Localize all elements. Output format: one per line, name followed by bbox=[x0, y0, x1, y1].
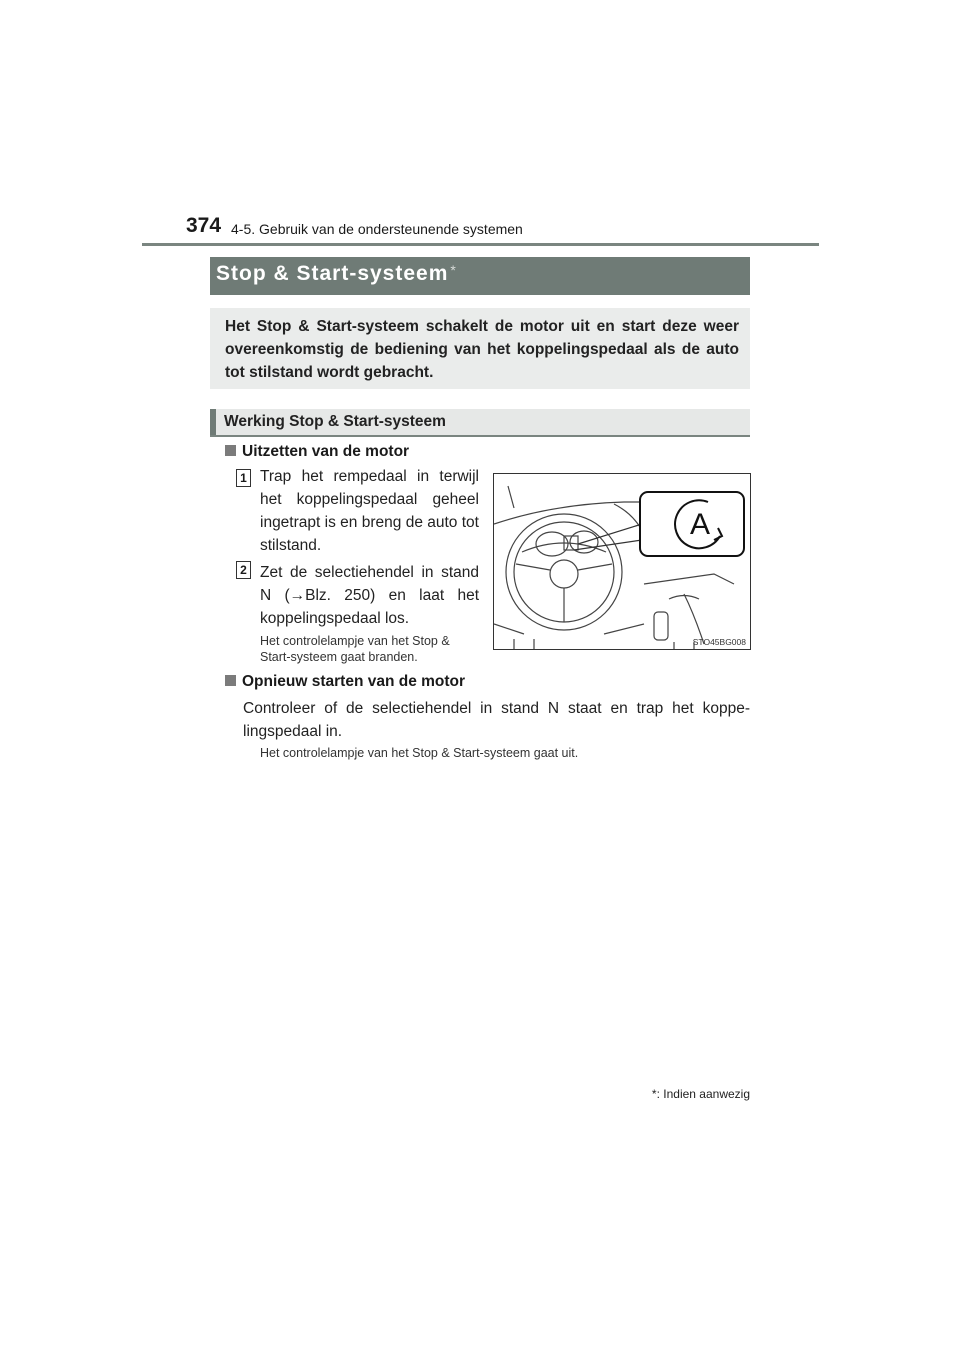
section-heading-restart bbox=[225, 673, 465, 691]
page-number: 374 bbox=[186, 214, 222, 237]
footnote bbox=[630, 1087, 750, 1101]
title-bar bbox=[210, 257, 750, 295]
intro-text: Het Stop & Start-systeem schakelt de motor uit en start deze weer overeenkomstig de bediening van het koppelingspedaal als de auto tot stilstand wordt gebracht. bbox=[225, 318, 739, 381]
footnote-text: : Indien aanwezig bbox=[656, 1087, 750, 1101]
subheading-text: Werking Stop & Start-systeem bbox=[224, 413, 446, 430]
step-2-text: Zet de selectiehendel in stand N (→Blz. 250) en laat het koppelingspedaal los. bbox=[260, 564, 479, 627]
step-note-stop: Het controlelampje van het Stop & Start-systeem gaat branden. bbox=[260, 634, 450, 664]
restart-note: Het controlelampje van het Stop & Start-systeem gaat uit. bbox=[260, 746, 579, 760]
restart-text: Controleer of de selectiehendel in stand N staat en trap het koppe-lingspedaal in. bbox=[243, 700, 750, 740]
auto-stop-start-letter: A bbox=[689, 508, 711, 541]
section-heading-stop-text: Uitzetten van de motor bbox=[242, 443, 410, 460]
title-star: * bbox=[450, 262, 457, 278]
page-title-text: Stop & Start-systeem bbox=[216, 262, 449, 285]
subheading-accent-bar bbox=[210, 409, 216, 435]
subheading bbox=[210, 409, 750, 437]
section-header: 4-5. Gebruik van de ondersteunende systemen bbox=[231, 221, 523, 237]
square-bullet-icon bbox=[225, 675, 236, 686]
intro-box bbox=[210, 308, 750, 389]
step-number-2: 2 bbox=[236, 561, 251, 579]
step-number-1: 1 bbox=[236, 469, 251, 487]
dashboard-illustration bbox=[493, 473, 751, 650]
section-heading-stop bbox=[225, 443, 409, 461]
footnote-star: * bbox=[651, 1087, 657, 1101]
page-title bbox=[216, 262, 457, 286]
square-bullet-icon bbox=[225, 445, 236, 456]
dashboard-drawing bbox=[494, 474, 750, 649]
figure-code: STO45BG008 bbox=[692, 637, 746, 647]
section-heading-restart-text: Opnieuw starten van de motor bbox=[242, 673, 466, 690]
step-1-text: Trap het rempedaal in terwijl het koppelingspedaal geheel ingetrapt is en breng de auto tot stilstand. bbox=[260, 468, 479, 554]
header-rule bbox=[142, 243, 819, 246]
